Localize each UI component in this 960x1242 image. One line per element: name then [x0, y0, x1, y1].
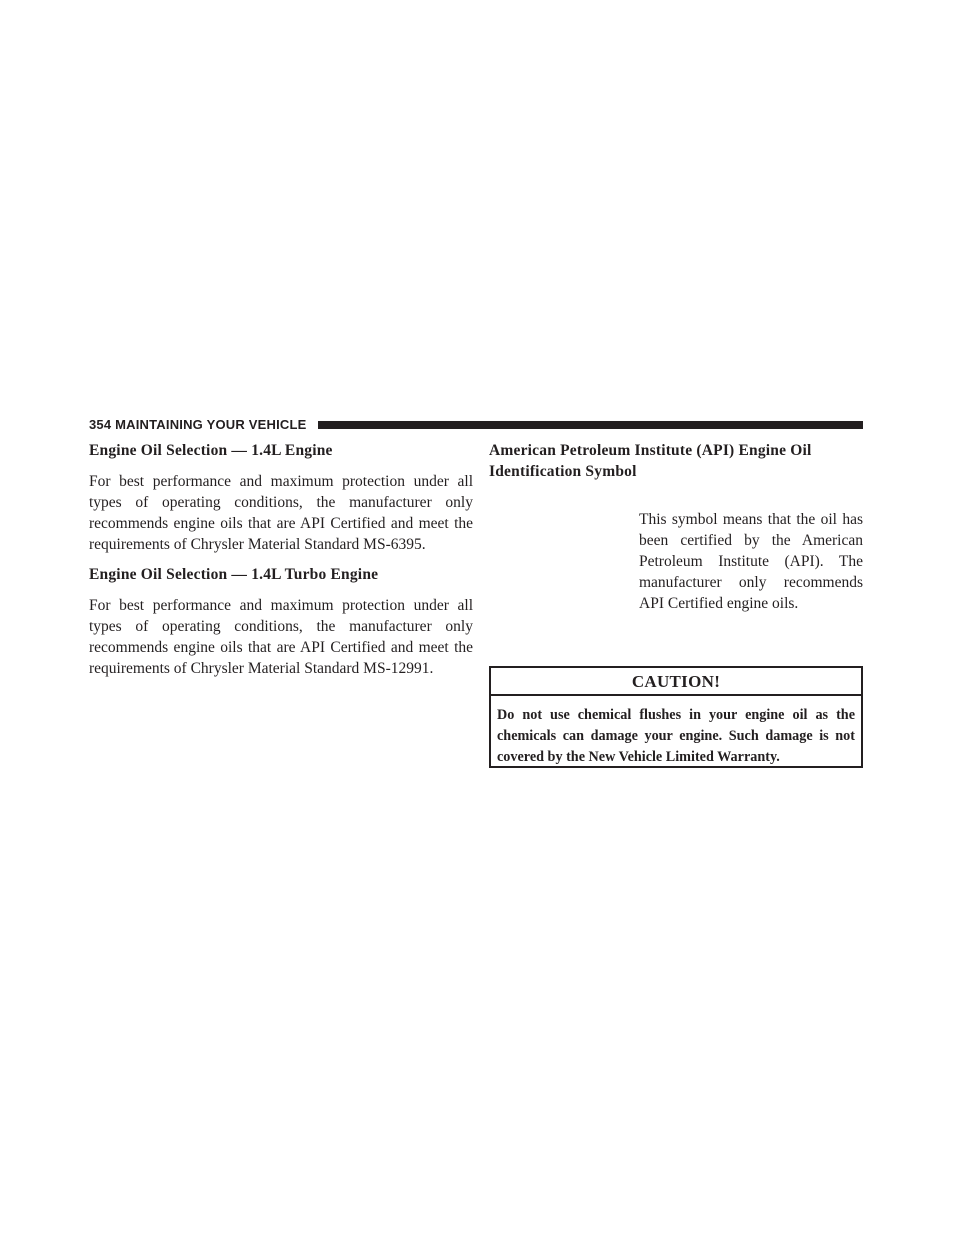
caution-box: [489, 666, 863, 768]
right-column: [489, 440, 863, 765]
caution-title: CAUTION!: [491, 668, 861, 696]
caution-text: Do not use chemical flushes in your engine oil as the chemicals can damage your engine. Such damage is not covered by the New Vehicle Limited Warranty.: [497, 707, 855, 765]
section-body-1-4l-engine: For best performance and maximum protection under all types of operating conditions, the manufacturer only recommends engine oils that are API Certified and meet the requirements of Chrysler Material Standard MS-6395.: [89, 473, 473, 553]
section-body-1-4l-turbo-engine: For best performance and maximum protection under all types of operating conditions, the manufacturer only recommends engine oils that are API Certified and meet the requirements of Chrysler Material Standard MS-12991.: [89, 597, 473, 677]
api-symbol-description: This symbol means that the oil has been certified by the American Petroleum Institute (API). The manufacturer only recommends API Certified engine oils.: [639, 511, 863, 612]
header-rule-bar: [318, 421, 863, 429]
section-heading-1-4l-engine: Engine Oil Selection — 1.4L Engine: [89, 442, 333, 459]
heading-line-2: Identification Symbol: [489, 463, 637, 480]
page-number-chapter-title: 354 MAINTAINING YOUR VEHICLE: [89, 417, 307, 432]
left-column: [89, 440, 473, 679]
section-heading-api-symbol: [489, 440, 863, 482]
section-heading-1-4l-turbo-engine: Engine Oil Selection — 1.4L Turbo Engine: [89, 566, 379, 583]
heading-line-1: American Petroleum Institute (API) Engine Oil: [489, 442, 812, 459]
page-header: [89, 418, 863, 432]
